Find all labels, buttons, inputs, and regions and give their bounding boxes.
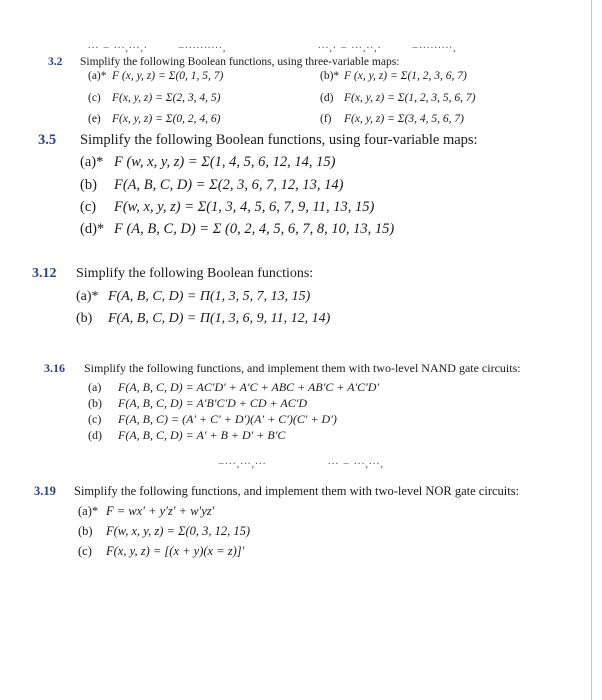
problem-item: (b) F(w, x, y, z) = Σ(0, 3, 12, 15): [78, 524, 251, 538]
problem-item: (c) F(A, B, C) = (A′ + C′ + D′)(A′ + C′)(C′ + D′): [88, 412, 337, 426]
problem-item: (d) F(x, y, z) = Σ(1, 2, 3, 5, 6, 7): [320, 92, 476, 104]
problem-item: (d)* F (A, B, C, D) = Σ (0, 2, 4, 5, 6, 7, 8, 10, 13, 15): [80, 221, 395, 237]
page-edge-line: [591, 0, 592, 700]
cropped-text-fragment: ∙∙∙ − ∙∙∙,∙∙∙,: [328, 458, 384, 470]
cropped-text-fragment: −∙∙∙∙∙∙∙∙∙∙,: [178, 42, 227, 54]
problem-item: (a)* F = wx′ + y′z′ + w′yz′: [78, 504, 215, 518]
problem-heading: Simplify the following Boolean functions:: [76, 266, 314, 281]
problem-item: (a)* F(A, B, C, D) = Π(1, 3, 5, 7, 13, 15): [76, 289, 311, 304]
cropped-text-fragment: −∙∙∙∙∙∙∙∙∙,: [412, 42, 457, 54]
cropped-text-fragment: ∙∙∙ − ∙∙∙,∙∙∙,∙: [88, 42, 148, 54]
problem-item: (c) F(w, x, y, z) = Σ(1, 3, 4, 5, 6, 7, 9, 11, 13, 15): [80, 199, 375, 215]
problem-heading: Simplify the following functions, and implement them with two-level NAND gate circuits:: [84, 361, 521, 375]
problem-number: 3.2: [48, 56, 63, 68]
problem-item: (a)* F (x, y, z) = Σ(0, 1, 5, 7): [88, 70, 224, 82]
problem-item: (b) F(A, B, C, D) = Π(1, 3, 6, 9, 11, 12, 14): [76, 311, 331, 326]
cropped-text-fragment: −∙∙∙,∙∙∙,∙∙∙: [218, 458, 267, 470]
problem-number: 3.12: [32, 266, 57, 281]
cropped-text-fragment: ∙∙∙,∙ − ∙∙∙,∙∙,∙: [318, 42, 382, 54]
problem-item: (a) F(A, B, C, D) = AC′D′ + A′C + ABC + AB′C + A′C′D′: [88, 380, 380, 394]
problem-number: 3.5: [38, 132, 57, 148]
problem-item: (b) F(A, B, C, D) = A′B′C′D + CD + AC′D: [88, 396, 308, 410]
problem-item: (b) F(A, B, C, D) = Σ(2, 3, 6, 7, 12, 13, 14): [80, 177, 344, 193]
problem-heading: Simplify the following functions, and implement them with two-level NOR gate circuits:: [74, 484, 520, 498]
problem-number: 3.16: [44, 361, 65, 375]
problem-item: (f) F(x, y, z) = Σ(3, 4, 5, 6, 7): [320, 113, 464, 125]
problem-item: (a)* F (w, x, y, z) = Σ(1, 4, 5, 6, 12, 14, 15): [80, 154, 336, 170]
problem-item: (e) F(x, y, z) = Σ(0, 2, 4, 6): [88, 113, 221, 125]
problem-item: (d) F(A, B, C, D) = A′ + B + D′ + B′C: [88, 428, 286, 442]
problem-heading: Simplify the following Boolean functions, using three-variable maps:: [80, 56, 400, 68]
problem-heading: Simplify the following Boolean functions, using four-variable maps:: [80, 132, 478, 148]
problem-item: (c) F(x, y, z) = [(x + y)(x = z)]′: [78, 544, 245, 558]
problem-item: (b)* F (x, y, z) = Σ(1, 2, 3, 6, 7): [320, 70, 467, 82]
problem-number: 3.19: [34, 484, 56, 498]
problem-item: (c) F(x, y, z) = Σ(2, 3, 4, 5): [88, 92, 221, 104]
